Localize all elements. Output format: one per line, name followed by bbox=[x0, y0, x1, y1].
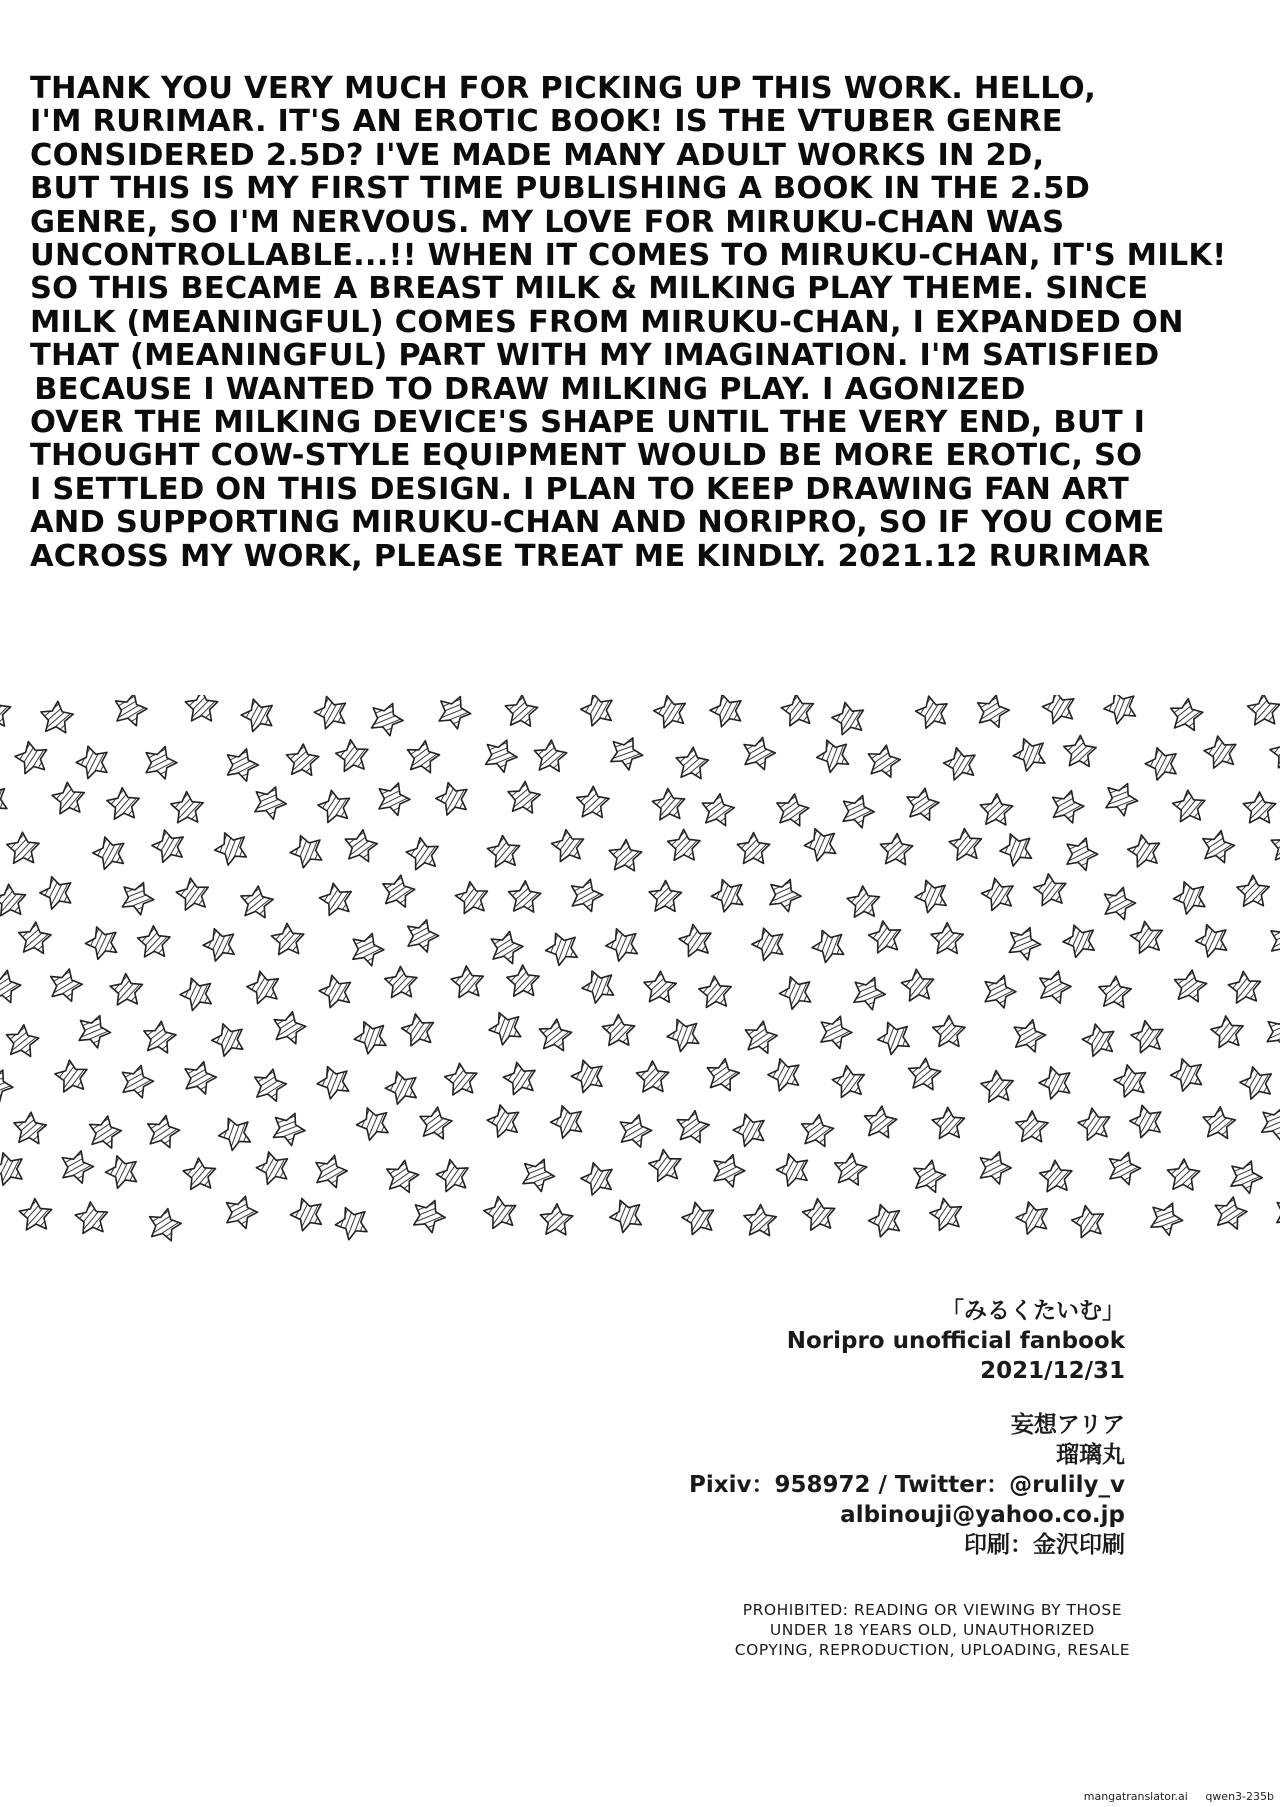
striped-star-icon bbox=[913, 695, 951, 730]
striped-star-icon bbox=[1247, 695, 1280, 725]
striped-star-icon bbox=[73, 1010, 115, 1051]
striped-star-icon bbox=[1111, 1061, 1149, 1098]
striped-star-icon bbox=[315, 787, 353, 824]
striped-star-icon bbox=[815, 1011, 856, 1051]
striped-star-icon bbox=[373, 778, 414, 818]
striped-star-icon bbox=[1035, 1062, 1075, 1101]
striped-star-icon bbox=[13, 738, 51, 775]
striped-star-icon bbox=[1099, 883, 1139, 922]
striped-star-icon bbox=[1032, 872, 1068, 907]
striped-star-icon bbox=[601, 923, 643, 964]
striped-star-icon bbox=[602, 1014, 635, 1045]
striped-star-icon bbox=[0, 1063, 18, 1104]
striped-star-icon bbox=[149, 826, 188, 864]
afterword-line: MILK (MEANINGFUL) COMES FROM MIRUKU-CHAN, I EXPANDED ON bbox=[30, 304, 1184, 340]
striped-star-icon bbox=[1199, 827, 1237, 864]
afterword-line: GENRE, SO I'M NERVOUS. MY LOVE FOR MIRUKU-CHAN WAS bbox=[30, 204, 1065, 240]
striped-star-icon bbox=[568, 1055, 608, 1094]
striped-star-icon bbox=[533, 739, 567, 772]
striped-star-icon bbox=[221, 1192, 261, 1231]
striped-star-icon bbox=[980, 793, 1013, 825]
striped-star-icon bbox=[677, 922, 714, 958]
striped-star-icon bbox=[679, 1199, 717, 1236]
striped-star-icon bbox=[504, 695, 538, 727]
striped-star-icon bbox=[643, 971, 676, 1003]
striped-star-icon bbox=[1237, 1063, 1276, 1101]
striped-star-icon bbox=[764, 874, 805, 914]
striped-star-icon bbox=[704, 1056, 741, 1091]
striped-star-icon bbox=[1061, 833, 1101, 872]
prohibited-line: UNDER 18 YEARS OLD, UNAUTHORIZED bbox=[769, 1621, 1095, 1639]
striped-star-icon bbox=[484, 1006, 526, 1047]
striped-star-icon bbox=[1129, 1018, 1166, 1054]
striped-star-icon bbox=[800, 823, 842, 864]
striped-star-icon bbox=[144, 1112, 182, 1148]
striped-star-icon bbox=[566, 875, 606, 914]
striped-star-icon bbox=[487, 928, 525, 965]
striped-star-icon bbox=[380, 872, 417, 908]
striped-star-icon bbox=[0, 967, 23, 1004]
striped-star-icon bbox=[932, 1106, 966, 1138]
striped-star-icon bbox=[316, 971, 355, 1009]
striped-star-icon bbox=[1125, 832, 1163, 868]
striped-star-icon bbox=[773, 1149, 813, 1188]
striped-star-icon bbox=[537, 1017, 572, 1051]
striped-star-icon bbox=[652, 787, 686, 820]
striped-star-icon bbox=[1266, 920, 1280, 959]
striped-star-icon bbox=[0, 883, 27, 916]
striped-star-icon bbox=[81, 921, 122, 961]
striped-star-icon bbox=[576, 786, 609, 818]
striped-star-icon bbox=[238, 695, 278, 733]
striped-star-icon bbox=[352, 1102, 394, 1143]
striped-star-icon bbox=[433, 778, 473, 817]
striped-star-icon bbox=[975, 1147, 1015, 1186]
striped-star-icon bbox=[848, 971, 890, 1012]
striped-star-icon bbox=[550, 827, 586, 862]
prohibited-notice bbox=[735, 1600, 1130, 1660]
afterword-line: ACROSS MY WORK, PLEASE TREAT ME KINDLY. 2021.12 RURIMAR bbox=[30, 538, 1151, 574]
striped-star-icon bbox=[239, 884, 274, 918]
striped-star-icon bbox=[408, 1194, 450, 1235]
striped-star-icon bbox=[285, 743, 319, 775]
striped-star-icon bbox=[53, 1058, 89, 1093]
striped-star-icon bbox=[417, 1105, 453, 1140]
afterword-line: THANK YOU VERY MUCH FOR PICKING UP THIS WORK. HELLO, bbox=[30, 71, 1097, 106]
striped-star-icon bbox=[185, 695, 217, 721]
striped-star-icon bbox=[253, 1147, 293, 1186]
striped-star-icon bbox=[873, 1016, 915, 1057]
striped-star-icon bbox=[1039, 1159, 1073, 1192]
striped-star-icon bbox=[837, 790, 878, 830]
striped-star-icon bbox=[1227, 970, 1262, 1004]
striped-star-icon bbox=[349, 1015, 391, 1057]
book-title: 「みるくたいむ」 bbox=[941, 1298, 1125, 1324]
striped-star-icon bbox=[927, 1195, 965, 1231]
striped-star-icon bbox=[748, 923, 788, 962]
afterword-line: BUT THIS IS MY FIRST TIME PUBLISHING A BOOK IN THE 2.5D bbox=[30, 171, 1091, 207]
striped-star-icon bbox=[176, 973, 217, 1013]
striped-star-icon bbox=[933, 1016, 965, 1047]
striped-star-icon bbox=[764, 1054, 804, 1093]
striped-star-icon bbox=[675, 746, 709, 779]
striped-star-icon bbox=[1172, 789, 1207, 823]
striped-star-icon bbox=[46, 965, 85, 1003]
striped-star-icon bbox=[1269, 734, 1280, 769]
circle-name: 妄想アリア bbox=[1010, 1412, 1125, 1438]
striped-star-icon bbox=[1167, 1158, 1200, 1190]
striped-star-icon bbox=[484, 1101, 523, 1139]
striped-star-icon bbox=[347, 928, 388, 968]
striped-star-icon bbox=[707, 695, 747, 729]
striped-star-icon bbox=[1040, 695, 1079, 725]
striped-star-icon bbox=[1256, 1101, 1280, 1142]
striped-star-icon bbox=[1009, 732, 1051, 773]
striped-star-icon bbox=[829, 699, 867, 736]
striped-star-icon bbox=[1004, 922, 1046, 963]
afterword-line: AND SUPPORTING MIRUKU-CHAN AND NORIPRO, SO IF YOU COME bbox=[30, 505, 1165, 541]
afterword-line: UNCONTROLLABLE...!! WHEN IT COMES TO MIRUKU-CHAN, IT'S MILK! bbox=[30, 238, 1227, 274]
striped-star-icon bbox=[5, 1023, 40, 1057]
striped-star-icon bbox=[1047, 786, 1087, 825]
striped-star-icon bbox=[214, 1111, 256, 1153]
afterword-line: SO THIS BECAME A BREAST MILK & MILKING PLAY THEME. SINCE bbox=[30, 271, 1149, 307]
striped-star-icon bbox=[742, 1018, 779, 1054]
striped-star-icon bbox=[980, 1069, 1015, 1103]
striped-star-icon bbox=[605, 1194, 647, 1235]
striped-star-icon bbox=[662, 1013, 704, 1054]
striped-star-icon bbox=[501, 1059, 539, 1096]
striped-star-icon bbox=[40, 700, 74, 733]
striped-star-icon bbox=[89, 832, 129, 871]
striped-star-icon bbox=[801, 1197, 836, 1231]
striped-star-icon bbox=[540, 1203, 573, 1235]
afterword-text bbox=[30, 71, 1227, 574]
striped-star-icon bbox=[482, 1194, 519, 1229]
striped-star-icon bbox=[208, 1018, 249, 1058]
striped-star-icon bbox=[700, 792, 736, 827]
striped-star-icon bbox=[698, 975, 732, 1008]
striped-star-icon bbox=[979, 875, 1017, 912]
striped-star-icon bbox=[1035, 967, 1074, 1005]
striped-star-icon bbox=[605, 731, 647, 773]
author-name: 瑠璃丸 bbox=[1056, 1442, 1125, 1468]
social-handles: Pixiv：958972 / Twitter：@rulily_v bbox=[689, 1472, 1125, 1498]
striped-star-icon bbox=[547, 1101, 588, 1141]
striped-star-icon bbox=[0, 1148, 28, 1187]
prohibited-line: PROHIBITED: READING OR VIEWING BY THOSE bbox=[742, 1601, 1123, 1619]
striped-star-icon bbox=[199, 923, 240, 963]
striped-star-icon bbox=[17, 921, 51, 954]
striped-star-icon bbox=[506, 964, 539, 996]
striped-star-icon bbox=[1168, 697, 1204, 732]
striped-star-icon bbox=[910, 1157, 948, 1194]
afterword-line: BECAUSE I WANTED TO DRAW MILKING PLAY. I AGONIZED bbox=[34, 371, 1026, 407]
striped-star-icon bbox=[486, 834, 521, 868]
striped-star-icon bbox=[6, 832, 39, 864]
striped-star-icon bbox=[608, 839, 642, 871]
striped-star-icon bbox=[334, 738, 370, 773]
striped-star-icon bbox=[180, 1057, 219, 1095]
publish-date: 2021/12/31 bbox=[980, 1358, 1125, 1384]
striped-star-icon bbox=[541, 927, 583, 968]
striped-star-icon bbox=[399, 1011, 436, 1047]
striped-star-icon bbox=[577, 964, 619, 1005]
striped-star-icon bbox=[1202, 733, 1240, 769]
striped-star-icon bbox=[780, 695, 816, 727]
striped-star-icon bbox=[1100, 777, 1142, 818]
striped-star-icon bbox=[879, 833, 913, 865]
striped-star-icon bbox=[102, 1151, 143, 1191]
striped-star-icon bbox=[402, 915, 442, 954]
striped-star-icon bbox=[948, 827, 983, 861]
striped-star-icon bbox=[13, 1111, 47, 1144]
striped-star-icon bbox=[1129, 919, 1166, 954]
striped-star-icon bbox=[433, 695, 475, 731]
striped-star-icon bbox=[268, 1107, 310, 1148]
striped-star-icon bbox=[311, 695, 351, 731]
striped-star-icon bbox=[434, 1156, 472, 1192]
striped-star-icon bbox=[286, 829, 328, 870]
striped-star-icon bbox=[1237, 875, 1270, 906]
striped-star-icon bbox=[865, 742, 902, 778]
striped-star-icon bbox=[708, 1150, 748, 1189]
striped-star-icon bbox=[366, 697, 408, 738]
striped-star-icon bbox=[454, 879, 490, 914]
striped-star-icon bbox=[1015, 1111, 1048, 1142]
striped-star-icon bbox=[1099, 695, 1141, 726]
striped-star-icon bbox=[117, 876, 159, 917]
prohibited-line: COPYING, REPRODUCTION, UPLOADING, RESALE bbox=[734, 1641, 1130, 1659]
colophon bbox=[689, 1296, 1125, 1560]
striped-star-icon bbox=[865, 1200, 905, 1239]
book-subtitle: Noripro unofficial fanbook bbox=[786, 1328, 1125, 1354]
star-pattern-band bbox=[0, 695, 1280, 1250]
striped-star-icon bbox=[830, 1063, 867, 1098]
afterword-line: THOUGHT COW-STYLE EQUIPMENT WOULD BE MORE EROTIC, SO bbox=[30, 438, 1143, 474]
striped-star-icon bbox=[863, 1104, 898, 1138]
striped-star-icon bbox=[651, 695, 689, 729]
afterword-line: THAT (MEANINGFUL) PART WITH MY IMAGINATION. I'M SATISFIED bbox=[30, 338, 1160, 374]
striped-star-icon bbox=[636, 1061, 669, 1092]
striped-star-icon bbox=[900, 968, 935, 1002]
striped-star-icon bbox=[1104, 1148, 1144, 1187]
striped-star-icon bbox=[331, 1201, 373, 1242]
striped-star-icon bbox=[867, 918, 904, 953]
striped-star-icon bbox=[931, 923, 963, 954]
striped-star-icon bbox=[443, 1062, 478, 1096]
striped-star-icon bbox=[1271, 1191, 1280, 1231]
afterword-line: I SETTLED ON THIS DESIGN. I PLAN TO KEEP DRAWING FAN ART bbox=[30, 471, 1129, 507]
striped-star-icon bbox=[450, 965, 485, 999]
striped-star-icon bbox=[222, 744, 262, 783]
striped-star-icon bbox=[1201, 1105, 1236, 1139]
striped-star-icon bbox=[381, 1067, 422, 1107]
striped-star-icon bbox=[251, 1066, 289, 1103]
striped-star-icon bbox=[137, 925, 170, 957]
striped-star-icon bbox=[911, 875, 952, 915]
afterword-line: OVER THE MILKING DEVICE'S SHAPE UNTIL THE VERY END, BUT I bbox=[30, 405, 1146, 441]
striped-star-icon bbox=[1210, 1014, 1245, 1048]
striped-star-icon bbox=[1059, 919, 1100, 959]
striped-star-icon bbox=[1169, 876, 1211, 917]
striped-star-icon bbox=[1212, 1194, 1250, 1230]
striped-star-icon bbox=[1063, 735, 1096, 767]
striped-star-icon bbox=[1167, 1054, 1208, 1094]
striped-star-icon bbox=[249, 781, 291, 822]
striped-star-icon bbox=[1098, 975, 1132, 1008]
printer-credit: 印刷：金沢印刷 bbox=[964, 1532, 1125, 1558]
striped-star-icon bbox=[739, 733, 778, 771]
striped-star-icon bbox=[847, 885, 881, 917]
striped-star-icon bbox=[1225, 1155, 1266, 1195]
striped-star-icon bbox=[74, 1200, 109, 1234]
striped-star-icon bbox=[73, 741, 113, 780]
striped-star-icon bbox=[743, 1204, 776, 1236]
striped-star-icon bbox=[807, 924, 849, 965]
striped-star-icon bbox=[1010, 1016, 1049, 1054]
striped-star-icon bbox=[36, 872, 76, 911]
striped-star-icon bbox=[86, 1113, 124, 1149]
afterword-line: CONSIDERED 2.5D? I'VE MADE MANY ADULT WORKS IN 2D, bbox=[30, 137, 1045, 173]
striped-star-icon bbox=[0, 695, 11, 726]
striped-star-icon bbox=[1191, 919, 1232, 959]
striped-star-icon bbox=[383, 1158, 420, 1194]
striped-star-icon bbox=[941, 744, 980, 782]
striped-star-icon bbox=[1243, 792, 1275, 823]
striped-star-icon bbox=[667, 829, 700, 860]
striped-star-icon bbox=[405, 738, 442, 773]
striped-star-icon bbox=[174, 876, 211, 911]
watermark-site: mangatranslator.ai bbox=[1083, 1790, 1188, 1803]
striped-star-icon bbox=[1076, 1105, 1113, 1141]
striped-star-icon bbox=[117, 1061, 157, 1100]
striped-star-icon bbox=[774, 791, 811, 826]
striped-star-icon bbox=[404, 835, 441, 871]
striped-star-icon bbox=[182, 1157, 216, 1190]
striped-star-icon bbox=[647, 1147, 683, 1182]
striped-star-icon bbox=[271, 922, 305, 954]
watermark bbox=[1070, 1790, 1274, 1803]
striped-star-icon bbox=[1069, 1202, 1107, 1238]
striped-star-icon bbox=[19, 1198, 53, 1230]
striped-star-icon bbox=[210, 826, 252, 867]
striped-star-icon bbox=[343, 828, 379, 863]
striped-star-icon bbox=[995, 828, 1037, 869]
striped-star-icon bbox=[737, 833, 769, 864]
contact-email: albinouji@yahoo.co.jp bbox=[840, 1502, 1125, 1528]
striped-star-icon bbox=[146, 1205, 184, 1242]
striped-star-icon bbox=[110, 973, 144, 1005]
striped-star-icon bbox=[57, 1146, 97, 1185]
striped-star-icon bbox=[1172, 968, 1208, 1003]
striped-star-icon bbox=[287, 1193, 328, 1233]
striped-star-icon bbox=[1079, 1020, 1118, 1058]
striped-star-icon bbox=[674, 1108, 711, 1143]
striped-star-icon bbox=[578, 1158, 618, 1197]
striped-star-icon bbox=[317, 880, 355, 916]
striped-star-icon bbox=[812, 734, 854, 775]
striped-star-icon bbox=[517, 1153, 559, 1194]
striped-star-icon bbox=[1269, 829, 1280, 863]
striped-star-icon bbox=[832, 1151, 868, 1186]
striped-star-icon bbox=[799, 1112, 835, 1147]
striped-star-icon bbox=[311, 1151, 350, 1189]
striped-star-icon bbox=[480, 734, 522, 775]
afterword-line: I'M RURIMAR. IT'S AN EROTIC BOOK! IS THE VTUBER GENRE bbox=[30, 104, 1063, 140]
striped-star-icon bbox=[979, 971, 1019, 1010]
striped-star-icon bbox=[973, 695, 1011, 729]
striped-star-icon bbox=[1142, 743, 1182, 782]
striped-star-icon bbox=[142, 1019, 178, 1054]
striped-star-icon bbox=[904, 785, 941, 821]
striped-star-icon bbox=[51, 781, 86, 815]
striped-star-icon bbox=[1261, 1011, 1280, 1051]
striped-star-icon bbox=[170, 791, 203, 823]
striped-star-icon bbox=[508, 880, 542, 912]
striped-star-icon bbox=[244, 967, 283, 1005]
striped-star-icon bbox=[270, 1008, 308, 1045]
striped-star-icon bbox=[775, 971, 816, 1011]
striped-star-icon bbox=[313, 1060, 355, 1101]
striped-star-icon bbox=[1013, 1197, 1053, 1236]
striped-star-icon bbox=[615, 1111, 654, 1149]
striped-star-icon bbox=[578, 695, 618, 728]
striped-star-icon bbox=[111, 695, 150, 727]
striped-star-icon bbox=[140, 742, 180, 781]
striped-star-icon bbox=[707, 874, 748, 914]
striped-star-icon bbox=[106, 787, 140, 820]
watermark-model: qwen3-235b bbox=[1205, 1790, 1274, 1803]
striped-star-icon bbox=[1145, 1197, 1187, 1238]
striped-star-icon bbox=[506, 780, 541, 814]
striped-star-icon bbox=[0, 778, 13, 820]
striped-star-icon bbox=[384, 966, 417, 998]
striped-star-icon bbox=[649, 880, 682, 911]
striped-star-icon bbox=[730, 1109, 770, 1148]
striped-star-icon bbox=[907, 1057, 942, 1091]
striped-star-icon bbox=[1126, 1101, 1166, 1140]
